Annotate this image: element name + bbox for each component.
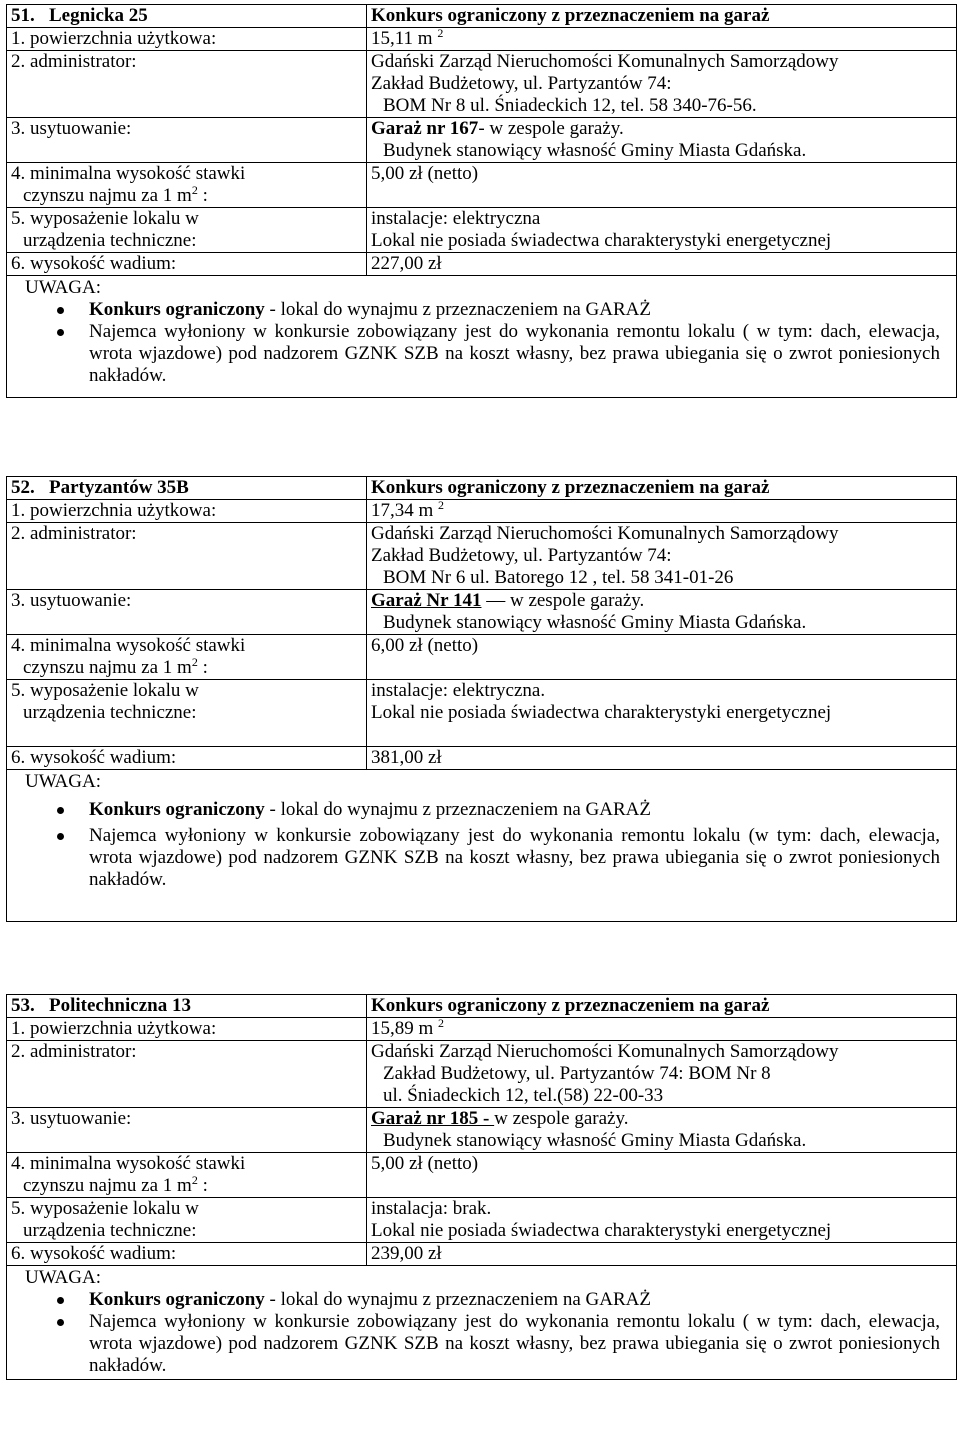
notes-cell — [7, 770, 957, 922]
listing-table — [6, 994, 957, 1380]
notes-cell — [7, 276, 957, 398]
notes-row — [7, 770, 957, 922]
rent-label: 4. minimalna wysokość stawki czynszu najmu za 1 $m^2$ : — [7, 163, 367, 208]
equipment-row — [7, 680, 957, 747]
deposit-label: 6. wysokość wadium: — [7, 1243, 367, 1266]
deposit-row — [7, 1243, 957, 1266]
rent-row — [7, 1153, 957, 1198]
notes-list — [7, 299, 956, 387]
notes-row — [7, 276, 957, 398]
equipment-row — [7, 1198, 957, 1243]
note-item: Konkurs ograniczony - lokal do wynajmu z przeznaczeniem na GARAŻ — [7, 799, 956, 821]
listing-type: Konkurs ograniczony z przeznaczeniem na garaż — [367, 5, 957, 28]
listing-table — [6, 4, 957, 398]
admin-label: 2. administrator: — [7, 1041, 367, 1108]
admin-value: Gdański Zarząd Nieruchomości Komunalnych Samorządowy Zakład Budżetowy, ul. Partyzantów 74: BOM Nr 6 ul. Batorego 12 , tel. 58 341-01-26 — [367, 523, 957, 590]
deposit-row — [7, 253, 957, 276]
location-row — [7, 118, 957, 163]
rent-row — [7, 635, 957, 680]
admin-row — [7, 1041, 957, 1108]
notes-row — [7, 1266, 957, 1380]
admin-row — [7, 523, 957, 590]
listing-51 — [6, 4, 956, 398]
area-value: 15,11 m $^2$ — [367, 28, 957, 51]
equipment-label: 5. wyposażenie lokalu w urządzenia techniczne: — [7, 1198, 367, 1243]
note-item: Konkurs ograniczony - lokal do wynajmu z przeznaczeniem na GARAŻ — [7, 299, 956, 321]
note-item: Najemca wyłoniony w konkursie zobowiązany jest do wykonania remontu lokalu (w tym: dach, elewacja, wrota wjazdowe) pod nadzorem GZNK SZB na koszt własny, bez prawa ubiegania się o zwrot poniesionych nakładów. — [7, 825, 956, 891]
listing-52 — [6, 476, 956, 922]
equipment-value: instalacja: brak. Lokal nie posiada świadectwa charakterystyki energetycznej — [367, 1198, 957, 1243]
uwaga-heading: UWAGA: — [25, 277, 101, 298]
admin-row — [7, 51, 957, 118]
admin-value: Gdański Zarząd Nieruchomości Komunalnych Samorządowy Zakład Budżetowy, ul. Partyzantów 74: BOM Nr 8 ul. Śniadeckich 12, tel. 58 340-76-56. — [367, 51, 957, 118]
area-label: 1. powierzchnia użytkowa: — [7, 500, 367, 523]
listing-title: 51. Legnicka 25 — [7, 5, 367, 28]
area-value: 17,34 m $^2$ — [367, 500, 957, 523]
admin-value: Gdański Zarząd Nieruchomości Komunalnych Samorządowy Zakład Budżetowy, ul. Partyzantów 74: BOM Nr 8 ul. Śniadeckich 12, tel.(58) 22-00-33 — [367, 1041, 957, 1108]
location-row — [7, 1108, 957, 1153]
location-value: Garaż Nr 141 — w zespole garaży. Budynek stanowiący własność Gminy Miasta Gdańska. — [367, 590, 957, 635]
admin-label: 2. administrator: — [7, 523, 367, 590]
note-item: Najemca wyłoniony w konkursie zobowiązany jest do wykonania remontu lokalu ( w tym: dach, elewacja, wrota wjazdowe) pod nadzorem GZNK SZB na koszt własny, bez prawa ubiegania się o zwrot poniesionych nakładów. — [7, 1311, 956, 1377]
equipment-label: 5. wyposażenie lokalu w urządzenia techniczne: — [7, 208, 367, 253]
deposit-label: 6. wysokość wadium: — [7, 747, 367, 770]
listing-title: 53. Politechniczna 13 — [7, 995, 367, 1018]
area-row — [7, 1018, 957, 1041]
deposit-value: 239,00 zł — [367, 1243, 957, 1266]
note-item: Konkurs ograniczony - lokal do wynajmu z przeznaczeniem na GARAŻ — [7, 1289, 956, 1311]
rent-label: 4. minimalna wysokość stawki czynszu najmu za 1 $m^2$ : — [7, 635, 367, 680]
area-value: 15,89 m $^2$ — [367, 1018, 957, 1041]
location-value: Garaż nr 167- w zespole garaży. Budynek stanowiący własność Gminy Miasta Gdańska. — [367, 118, 957, 163]
deposit-row — [7, 747, 957, 770]
rent-value: 6,00 zł (netto) — [367, 635, 957, 680]
location-value: Garaż nr 185 - w zespole garaży. Budynek stanowiący własność Gminy Miasta Gdańska. — [367, 1108, 957, 1153]
equipment-label: 5. wyposażenie lokalu w urządzenia techniczne: — [7, 680, 367, 747]
deposit-label: 6. wysokość wadium: — [7, 253, 367, 276]
location-label: 3. usytuowanie: — [7, 1108, 367, 1153]
notes-cell — [7, 1266, 957, 1380]
admin-label: 2. administrator: — [7, 51, 367, 118]
equipment-value: instalacje: elektryczna. Lokal nie posiada świadectwa charakterystyki energetycznej — [367, 680, 957, 747]
area-label: 1. powierzchnia użytkowa: — [7, 28, 367, 51]
listing-header-row — [7, 477, 957, 500]
listing-type: Konkurs ograniczony z przeznaczeniem na garaż — [367, 995, 957, 1018]
location-row — [7, 590, 957, 635]
uwaga-heading: UWAGA: — [25, 771, 101, 792]
listing-header-row — [7, 5, 957, 28]
equipment-row — [7, 208, 957, 253]
deposit-value: 227,00 zł — [367, 253, 957, 276]
uwaga-heading: UWAGA: — [25, 1267, 101, 1288]
listing-table — [6, 476, 957, 922]
area-label: 1. powierzchnia użytkowa: — [7, 1018, 367, 1041]
area-row — [7, 28, 957, 51]
note-item: Najemca wyłoniony w konkursie zobowiązany jest do wykonania remontu lokalu ( w tym: dach, elewacja, wrota wjazdowe) pod nadzorem GZNK SZB na koszt własny, bez prawa ubiegania się o zwrot poniesionych nakładów. — [7, 321, 956, 387]
area-row — [7, 500, 957, 523]
location-label: 3. usytuowanie: — [7, 590, 367, 635]
deposit-value: 381,00 zł — [367, 747, 957, 770]
rent-label: 4. minimalna wysokość stawki czynszu najmu za 1 $m^2$ : — [7, 1153, 367, 1198]
listing-header-row — [7, 995, 957, 1018]
notes-list — [7, 799, 956, 891]
location-label: 3. usytuowanie: — [7, 118, 367, 163]
rent-value: 5,00 zł (netto) — [367, 1153, 957, 1198]
listing-53 — [6, 994, 956, 1380]
listing-title: 52. Partyzantów 35B — [7, 477, 367, 500]
rent-row — [7, 163, 957, 208]
rent-value: 5,00 zł (netto) — [367, 163, 957, 208]
equipment-value: instalacje: elektryczna Lokal nie posiada świadectwa charakterystyki energetycznej — [367, 208, 957, 253]
notes-list — [7, 1289, 956, 1377]
listing-type: Konkurs ograniczony z przeznaczeniem na garaż — [367, 477, 957, 500]
